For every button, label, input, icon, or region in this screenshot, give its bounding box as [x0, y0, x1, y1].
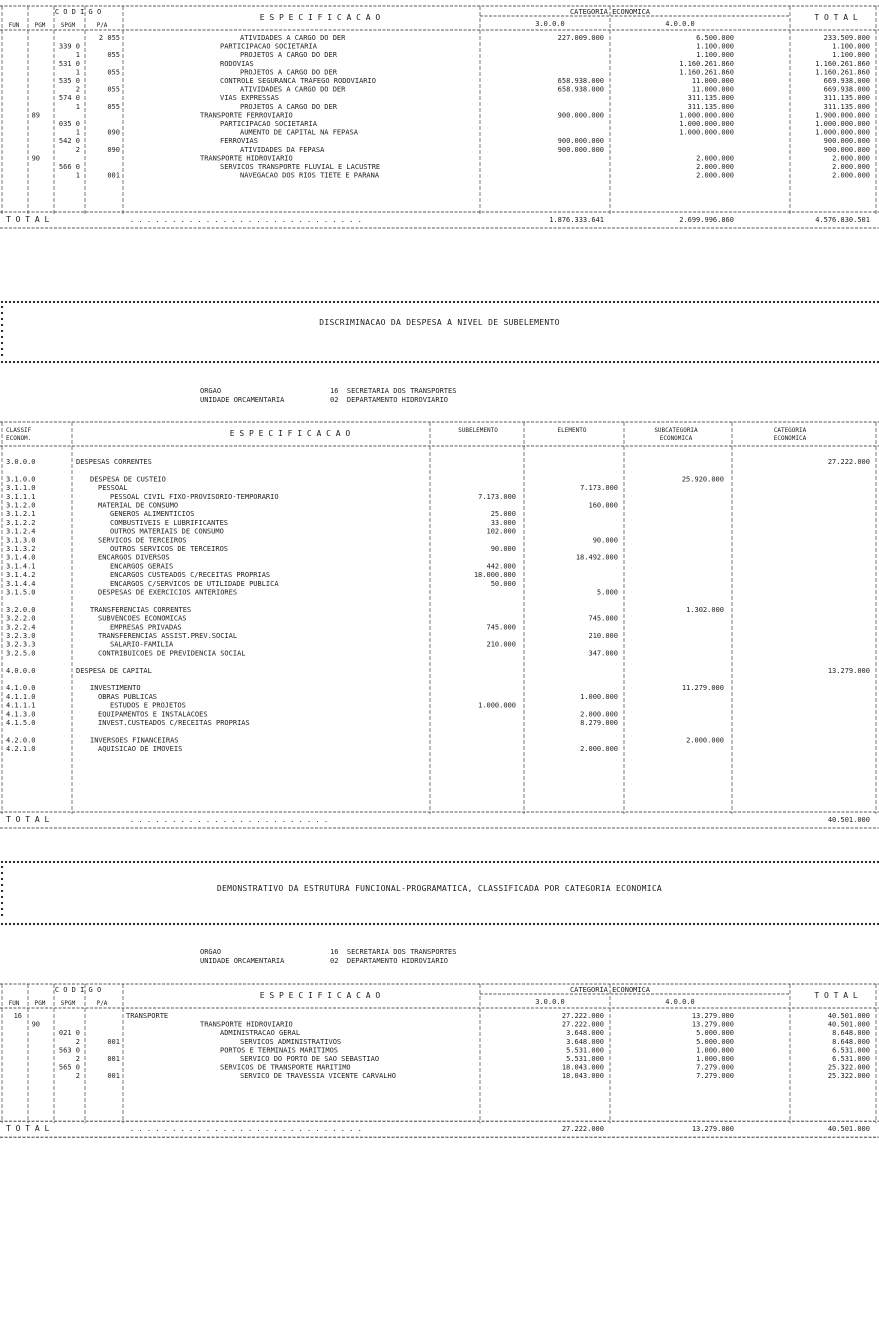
unidade-label: UNIDADE ORCAMENTARIA — [200, 396, 285, 404]
especificacao-text: CONTRIBUICOES DE PREVIDENCIA SOCIAL — [98, 649, 246, 658]
header-categoria-economica: CATEGORIA ECONOMICA — [569, 8, 651, 16]
especificacao-text: VIAS EXPRESSAS — [220, 94, 280, 103]
value-subelemento: 210.000 — [486, 640, 516, 649]
unidade-value-2 — [330, 957, 448, 965]
spgm-code: 2 — [75, 1037, 80, 1046]
value-total: 2.000.000 — [832, 163, 870, 171]
especificacao-text: GENEROS ALIMENTICIOS — [110, 510, 195, 519]
header-especificacao: E S P E C I F I C A C A O — [229, 429, 351, 438]
classif-code: 3.1.2.0 — [6, 501, 36, 510]
classif-code: 3.1.4.2 — [6, 571, 36, 580]
functional-table-top-grid — [0, 0, 879, 232]
spgm-code: 1 — [75, 171, 80, 180]
value-elemento: 7.173.000 — [580, 484, 618, 493]
value-subcategoria: 1.302.000 — [686, 605, 724, 614]
pa-code: 055 — [107, 51, 120, 60]
unidade-line-2 — [200, 957, 284, 965]
classif-code: 3.1.4.4 — [6, 579, 36, 588]
especificacao-text: COMBUSTIVEIS E LUBRIFICANTES — [110, 518, 229, 527]
value-subcategoria: 25.920.000 — [681, 475, 724, 484]
header-elemento: ELEMENTO — [557, 427, 587, 434]
value-total: 40.501.000 — [827, 1012, 870, 1020]
pgm-code: 90 — [31, 1020, 40, 1029]
value-4000: 13.279.000 — [691, 1020, 734, 1029]
especificacao-text: ATIVIDADES DA FEPASA — [240, 145, 325, 154]
spgm-code: 565 0 — [58, 1063, 80, 1072]
classif-code: 3.2.3.3 — [6, 640, 36, 649]
banner-title-subelemento: DISCRIMINACAO DA DESPESA A NIVEL DE SUBELEMENTO — [319, 318, 560, 327]
especificacao-text: PROJETOS A CARGO DO DER — [240, 102, 337, 111]
value-total: 900.000.000 — [823, 145, 870, 154]
header-especificacao: E S P E C I F I C A C A O — [259, 13, 381, 22]
total-label: T O T A L — [6, 215, 50, 224]
especificacao-text: OBRAS PUBLICAS — [98, 692, 158, 701]
especificacao-text: DESPESAS DE EXERCICIOS ANTERIORES — [98, 588, 238, 597]
header-categoria-economica: CATEGORIA ECONOMICA — [569, 986, 651, 994]
classif-code: 4.1.1.0 — [6, 692, 36, 701]
especificacao-text: SUBVENCOES ECONOMICAS — [98, 614, 187, 623]
classif-code: 3.2.2.4 — [6, 623, 36, 632]
value-subelemento: 442.000 — [486, 562, 516, 571]
pa-code: 055 — [107, 102, 120, 111]
classif-code: 3.1.4.0 — [6, 553, 36, 562]
header-categoria: CATEGORIA — [773, 427, 807, 434]
especificacao-text: PARTICIPACAO SOCIETARIA — [220, 42, 317, 51]
especificacao-text: NAVEGACAO DOS RIOS TIETE E PARANA — [240, 171, 380, 180]
value-3000: 27.222.000 — [561, 1012, 604, 1020]
classif-code: 4.1.1.1 — [6, 701, 36, 710]
value-subelemento: 25.000 — [490, 510, 516, 519]
value-4000: 7.279.000 — [696, 1063, 734, 1072]
header-fun: FUN — [8, 22, 20, 29]
value-4000: 2.000.000 — [696, 154, 734, 163]
spgm-code: 1 — [75, 68, 80, 77]
value-4000: 11.000.000 — [691, 77, 734, 85]
total-dot-leader: . . . . . . . . . . . . . . . . . . . . . . . . — [130, 816, 329, 824]
value-total: 900.000.000 — [823, 137, 870, 146]
total-grand: 40.501.000 — [827, 816, 870, 824]
spgm-code: 1 — [75, 102, 80, 111]
especificacao-text: DESPESA DE CUSTEIO — [90, 475, 166, 484]
especificacao-text: PESSOAL — [98, 484, 128, 493]
pa-code: 090 — [107, 145, 120, 154]
pa-code: 055 — [107, 85, 120, 94]
header-cat-3: 3.0.0.0 — [535, 998, 565, 1006]
header-codigo: C O D I G O — [54, 986, 102, 994]
spgm-code: 2 — [75, 145, 80, 154]
value-3000: 900.000.000 — [557, 145, 604, 154]
value-subelemento: 50.000 — [490, 579, 516, 588]
especificacao-text: MATERIAL DE CONSUMO — [98, 501, 179, 510]
header-subcategoria: SUBCATEGORIA — [654, 427, 698, 434]
especificacao-text: ATIVIDADES A CARGO DO DER — [240, 34, 346, 42]
pa-code: 001 — [107, 1072, 120, 1081]
value-3000: 27.222.000 — [561, 1020, 604, 1029]
pgm-code: 89 — [31, 111, 40, 120]
pa-code: 055 — [107, 68, 120, 77]
especificacao-text: CONTROLE SEGURANCA TRAFEGO RODOVIARIO — [220, 77, 376, 85]
header-especificacao: E S P E C I F I C A C A O — [259, 991, 381, 1000]
value-3000: 5.531.000 — [566, 1046, 604, 1055]
classif-code: 4.1.5.0 — [6, 719, 36, 727]
value-elemento: 347.000 — [588, 649, 618, 658]
value-elemento: 5.000 — [596, 588, 618, 597]
spgm-code: 1 — [75, 51, 80, 60]
orgao-line-1 — [200, 387, 221, 395]
value-categoria: 27.222.000 — [827, 458, 870, 466]
functional-table-bottom — [0, 980, 879, 1160]
value-4000: 1.000.000.000 — [679, 128, 734, 137]
spgm-code: 566 0 — [58, 163, 80, 171]
especificacao-text: OUTROS SERVICOS DE TERCEIROS — [110, 545, 229, 553]
value-subcategoria: 2.000.000 — [686, 736, 724, 745]
especificacao-text: DESPESAS CORRENTES — [76, 458, 152, 466]
total-dot-leader: . . . . . . . . . . . . . . . . . . . . . . . . . . . . — [130, 216, 362, 224]
header-pa: P/A — [96, 1000, 108, 1007]
especificacao-text: TRANSFERENCIAS CORRENTES — [90, 605, 192, 614]
value-4000: 5.000.000 — [696, 1037, 734, 1046]
header-pgm: PGM — [34, 22, 46, 29]
unidade-line-1 — [200, 396, 284, 404]
value-4000: 311.135.000 — [687, 94, 734, 103]
subelemento-table-grid — [0, 420, 879, 832]
total-3000: 27.222.000 — [561, 1125, 604, 1134]
value-4000: 1.160.261.860 — [679, 59, 734, 68]
classif-code: 4.2.1.0 — [6, 745, 36, 754]
pa-code: 001 — [107, 1037, 120, 1046]
fun-code: 16 — [13, 1012, 22, 1020]
especificacao-text: TRANSPORTE HIDROVIARIO — [200, 1020, 293, 1029]
value-total: 6.531.000 — [832, 1046, 870, 1055]
orgao-value-2 — [330, 948, 456, 956]
value-4000: 1.100.000 — [696, 42, 734, 51]
total-dot-leader: . . . . . . . . . . . . . . . . . . . . . . . . . . . . — [130, 1125, 362, 1134]
value-total: 2.000.000 — [832, 154, 870, 163]
header-cat-4: 4.0.0.0 — [665, 998, 695, 1006]
especificacao-text: ADMINISTRACAO GERAL — [220, 1029, 301, 1038]
value-total: 1.000.000.000 — [815, 128, 870, 137]
value-subelemento: 1.000.000 — [478, 701, 516, 710]
pa-code: 2 055 — [98, 34, 120, 42]
especificacao-text: INVEST.CUSTEADOS C/RECEITAS PROPRIAS — [98, 719, 250, 727]
value-total: 1.160.261.860 — [815, 68, 870, 77]
orgao-code: 16 — [330, 387, 339, 395]
value-subelemento: 90.000 — [490, 545, 516, 553]
banner-border-left — [0, 304, 4, 360]
total-label: T O T A L — [6, 815, 50, 824]
classif-code: 3.2.5.0 — [6, 649, 36, 658]
header-total: T O T A L — [814, 13, 858, 22]
especificacao-text: DESPESA DE CAPITAL — [76, 666, 152, 675]
banner-border-bottom — [0, 360, 879, 364]
unidade-label: UNIDADE ORCAMENTARIA — [200, 957, 285, 965]
classif-code: 3.1.2.4 — [6, 527, 36, 536]
spgm-code: 563 0 — [58, 1046, 80, 1055]
especificacao-text: TRANSPORTE HIDROVIARIO — [200, 154, 293, 163]
especificacao-text: PROJETOS A CARGO DO DER — [240, 51, 337, 60]
value-categoria: 13.279.000 — [827, 666, 870, 675]
value-3000: 900.000.000 — [557, 111, 604, 120]
value-total: 1.160.261.860 — [815, 59, 870, 68]
classif-code: 3.0.0.0 — [6, 458, 36, 466]
value-elemento: 745.000 — [588, 614, 618, 623]
total-4000: 2.699.996.860 — [679, 216, 734, 224]
value-3000: 18.043.000 — [561, 1063, 604, 1072]
especificacao-text: SERVICO DO PORTO DE SAO SEBASTIAO — [240, 1055, 380, 1063]
banner-border-top — [0, 300, 879, 304]
especificacao-text: ESTUDOS E PROJETOS — [110, 701, 186, 710]
spgm-code: 535 0 — [58, 77, 80, 85]
functional-table-top — [0, 0, 879, 268]
value-total: 669.938.000 — [823, 85, 870, 94]
header-classif: CLASSIF — [6, 427, 32, 434]
value-subelemento: 7.173.000 — [478, 492, 516, 501]
spgm-code: 542 0 — [58, 137, 80, 146]
value-4000: 6.500.000 — [696, 34, 734, 42]
value-total: 2.000.000 — [832, 171, 870, 180]
value-4000: 5.000.000 — [696, 1029, 734, 1038]
header-pa: P/A — [96, 22, 108, 29]
classif-code: 3.2.3.0 — [6, 632, 36, 640]
classif-code: 3.1.4.1 — [6, 562, 36, 571]
value-4000: 1.000.000.000 — [679, 111, 734, 120]
functional-table-bottom-grid — [0, 980, 879, 1141]
header-cat-3: 3.0.0.0 — [535, 20, 565, 28]
total-label: T O T A L — [6, 1124, 50, 1134]
header-total: T O T A L — [814, 991, 858, 1000]
especificacao-text: PORTOS E TERMINAIS MARITIMOS — [220, 1046, 339, 1055]
total-3000: 1.876.333.641 — [549, 216, 604, 224]
value-4000: 1.000.000 — [696, 1046, 734, 1055]
value-total: 6.531.000 — [832, 1055, 870, 1063]
especificacao-text: INVERSOES FINANCEIRAS — [90, 736, 179, 745]
classif-code: 3.1.5.0 — [6, 588, 36, 597]
orgao-label: ORGAO — [200, 948, 222, 956]
header-codigo: C O D I G O — [54, 8, 102, 16]
especificacao-text: ENCARGOS DIVERSOS — [98, 553, 170, 562]
unidade-name: DEPARTAMENTO HIDROVIARIO — [346, 957, 449, 965]
spgm-code: 2 — [75, 1072, 80, 1081]
spgm-code: 2 — [75, 1055, 80, 1063]
classif-code: 3.1.3.0 — [6, 536, 36, 545]
especificacao-text: ATIVIDADES A CARGO DO DER — [240, 85, 346, 94]
spgm-code: 2 — [75, 85, 80, 94]
especificacao-text: SALARIO-FAMILIA — [110, 640, 174, 649]
banner2-border-bottom — [0, 922, 879, 926]
especificacao-text: SERVICO DE TRAVESSIA VICENTE CARVALHO — [240, 1072, 396, 1081]
unidade-code: 02 — [330, 957, 339, 965]
value-3000: 18.043.000 — [561, 1072, 604, 1081]
value-total: 8.648.000 — [832, 1029, 870, 1038]
value-4000: 311.135.000 — [687, 102, 734, 111]
value-3000: 658.938.000 — [557, 85, 604, 94]
pa-code: 001 — [107, 171, 120, 180]
value-elemento: 210.000 — [588, 632, 618, 640]
especificacao-text: SERVICOS ADMINISTRATIVOS — [240, 1037, 342, 1046]
banner-title-estrutura: DEMONSTRATIVO DA ESTRUTURA FUNCIONAL-PROGRAMATICA, CLASSIFICADA POR CATEGORIA ECONOMICA — [216, 884, 663, 893]
value-subelemento: 745.000 — [486, 623, 516, 632]
header-subelemento: SUBELEMENTO — [458, 427, 498, 434]
value-4000: 11.000.000 — [691, 85, 734, 94]
classif-code: 3.1.1.0 — [6, 484, 36, 493]
spgm-code: 1 — [75, 128, 80, 137]
value-4000: 2.000.000 — [696, 163, 734, 171]
value-3000: 5.531.000 — [566, 1055, 604, 1063]
especificacao-text: TRANSFERENCIAS ASSIST.PREV.SOCIAL — [98, 632, 238, 640]
value-total: 40.501.000 — [827, 1020, 870, 1029]
unidade-code: 02 — [330, 396, 339, 404]
especificacao-text: TRANSPORTE — [126, 1012, 169, 1020]
orgao-label: ORGAO — [200, 387, 222, 395]
especificacao-text: OUTROS MATERIAIS DE CONSUMO — [110, 527, 224, 536]
especificacao-text: EQUIPAMENTOS E INSTALACOES — [98, 710, 208, 719]
spgm-code: 035 0 — [58, 120, 80, 128]
value-elemento: 18.492.000 — [575, 553, 618, 562]
value-4000: 2.000.000 — [696, 171, 734, 180]
especificacao-text: FERROVIAS — [220, 137, 258, 146]
unidade-value-1 — [330, 396, 448, 404]
orgao-line-2 — [200, 948, 221, 956]
value-4000: 1.000.000.000 — [679, 120, 734, 128]
classif-code: 3.2.2.0 — [6, 614, 36, 623]
classif-code: 3.1.2.1 — [6, 510, 36, 519]
value-subcategoria: 11.279.000 — [681, 684, 724, 693]
pa-code: 090 — [107, 128, 120, 137]
value-subelemento: 33.000 — [490, 518, 516, 527]
value-total: 25.322.000 — [827, 1063, 870, 1072]
especificacao-text: TRANSPORTE FERROVIARIO — [200, 111, 293, 120]
classif-code: 4.2.0.0 — [6, 736, 36, 745]
classif-code: 3.1.2.2 — [6, 518, 36, 527]
classif-code: 3.2.0.0 — [6, 605, 36, 614]
pgm-code: 90 — [31, 154, 40, 163]
pa-code: 001 — [107, 1055, 120, 1063]
header-spgm: SPGM — [60, 22, 76, 29]
especificacao-text: AQUISICAO DE IMOVEIS — [98, 745, 183, 754]
value-total: 233.509.000 — [823, 34, 870, 42]
value-total: 669.938.000 — [823, 77, 870, 85]
value-elemento: 160.000 — [588, 501, 618, 510]
especificacao-text: SERVICOS DE TERCEIROS — [98, 536, 187, 545]
header-spgm: SPGM — [60, 1000, 76, 1007]
value-3000: 3.648.000 — [566, 1029, 604, 1038]
spgm-code: 021 0 — [58, 1029, 80, 1038]
value-total: 25.322.000 — [827, 1072, 870, 1081]
value-elemento: 90.000 — [592, 536, 618, 545]
spgm-code: 574 0 — [58, 94, 80, 103]
spgm-code: 339 0 — [58, 42, 80, 51]
value-total: 1.900.000.000 — [815, 111, 870, 120]
orgao-value-1 — [330, 387, 456, 395]
value-total: 1.000.000.000 — [815, 120, 870, 128]
value-3000: 227.009.000 — [557, 34, 604, 42]
classif-code: 3.1.1.1 — [6, 492, 36, 501]
value-elemento: 1.000.000 — [580, 692, 618, 701]
orgao-code: 16 — [330, 948, 339, 956]
value-3000: 658.938.000 — [557, 77, 604, 85]
banner2-border-top — [0, 860, 879, 864]
especificacao-text: EMPRESAS PRIVADAS — [110, 623, 182, 632]
especificacao-text: RODOVIAS — [220, 59, 254, 68]
classif-code: 4.1.0.0 — [6, 684, 36, 693]
value-elemento: 8.279.000 — [580, 719, 618, 727]
value-total: 311.135.000 — [823, 102, 870, 111]
header-cat-4: 4.0.0.0 — [665, 20, 695, 28]
value-elemento: 2.000.000 — [580, 745, 618, 754]
header-cat-economica: ECONOMICA — [773, 435, 807, 442]
value-total: 1.100.000 — [832, 51, 870, 60]
value-total: 1.100.000 — [832, 42, 870, 51]
header-subcat-economica: ECONOMICA — [659, 435, 693, 442]
especificacao-text: ENCARGOS CUSTEADOS C/RECEITAS PROPRIAS — [110, 571, 271, 580]
especificacao-text: ENCARGOS C/SERVICOS DE UTILIDADE PUBLICA — [110, 579, 279, 588]
subelemento-table — [0, 420, 879, 830]
value-4000: 7.279.000 — [696, 1072, 734, 1081]
especificacao-text: INVESTIMENTO — [90, 684, 141, 693]
total-grand: 40.501.000 — [827, 1125, 870, 1134]
value-4000: 1.100.000 — [696, 51, 734, 60]
especificacao-text: PARTICIPACAO SOCIETARIA — [220, 120, 317, 128]
classif-code: 4.1.3.0 — [6, 710, 36, 719]
especificacao-text: ENCARGOS GERAIS — [110, 562, 174, 571]
value-total: 8.648.000 — [832, 1037, 870, 1046]
value-4000: 13.279.000 — [691, 1012, 734, 1020]
especificacao-text: AUMENTO DE CAPITAL NA FEPASA — [240, 128, 359, 137]
value-total: 311.135.000 — [823, 94, 870, 103]
unidade-name: DEPARTAMENTO HIDROVIARIO — [346, 396, 449, 404]
spgm-code: 531 0 — [58, 59, 80, 68]
orgao-name: SECRETARIA DOS TRANSPORTES — [346, 948, 457, 956]
especificacao-text: PROJETOS A CARGO DO DER — [240, 68, 337, 77]
value-subelemento: 102.000 — [486, 527, 516, 536]
total-4000: 13.279.000 — [691, 1125, 734, 1134]
orgao-name: SECRETARIA DOS TRANSPORTES — [346, 387, 457, 395]
total-grand: 4.576.830.501 — [815, 216, 870, 224]
value-4000: 1.000.000 — [696, 1055, 734, 1063]
header-fun: FUN — [8, 1000, 20, 1007]
header-econom: ECONOM. — [6, 435, 32, 442]
value-3000: 900.000.000 — [557, 137, 604, 146]
header-pgm: PGM — [34, 1000, 46, 1007]
value-4000: 1.160.261.860 — [679, 68, 734, 77]
classif-code: 3.1.3.2 — [6, 545, 36, 553]
classif-code: 4.0.0.0 — [6, 666, 36, 675]
value-elemento: 2.000.000 — [580, 710, 618, 719]
value-subelemento: 18.000.000 — [473, 571, 516, 580]
classif-code: 3.1.0.0 — [6, 475, 36, 484]
especificacao-text: PESSOAL CIVIL FIXO-PROVISORIO-TEMPORARIO — [110, 492, 279, 501]
especificacao-text: SERVICOS DE TRANSPORTE MARITIMO — [220, 1063, 351, 1072]
value-3000: 3.648.000 — [566, 1037, 604, 1046]
especificacao-text: SERVICOS TRANSPORTE FLUVIAL E LACUSTRE — [220, 163, 381, 171]
